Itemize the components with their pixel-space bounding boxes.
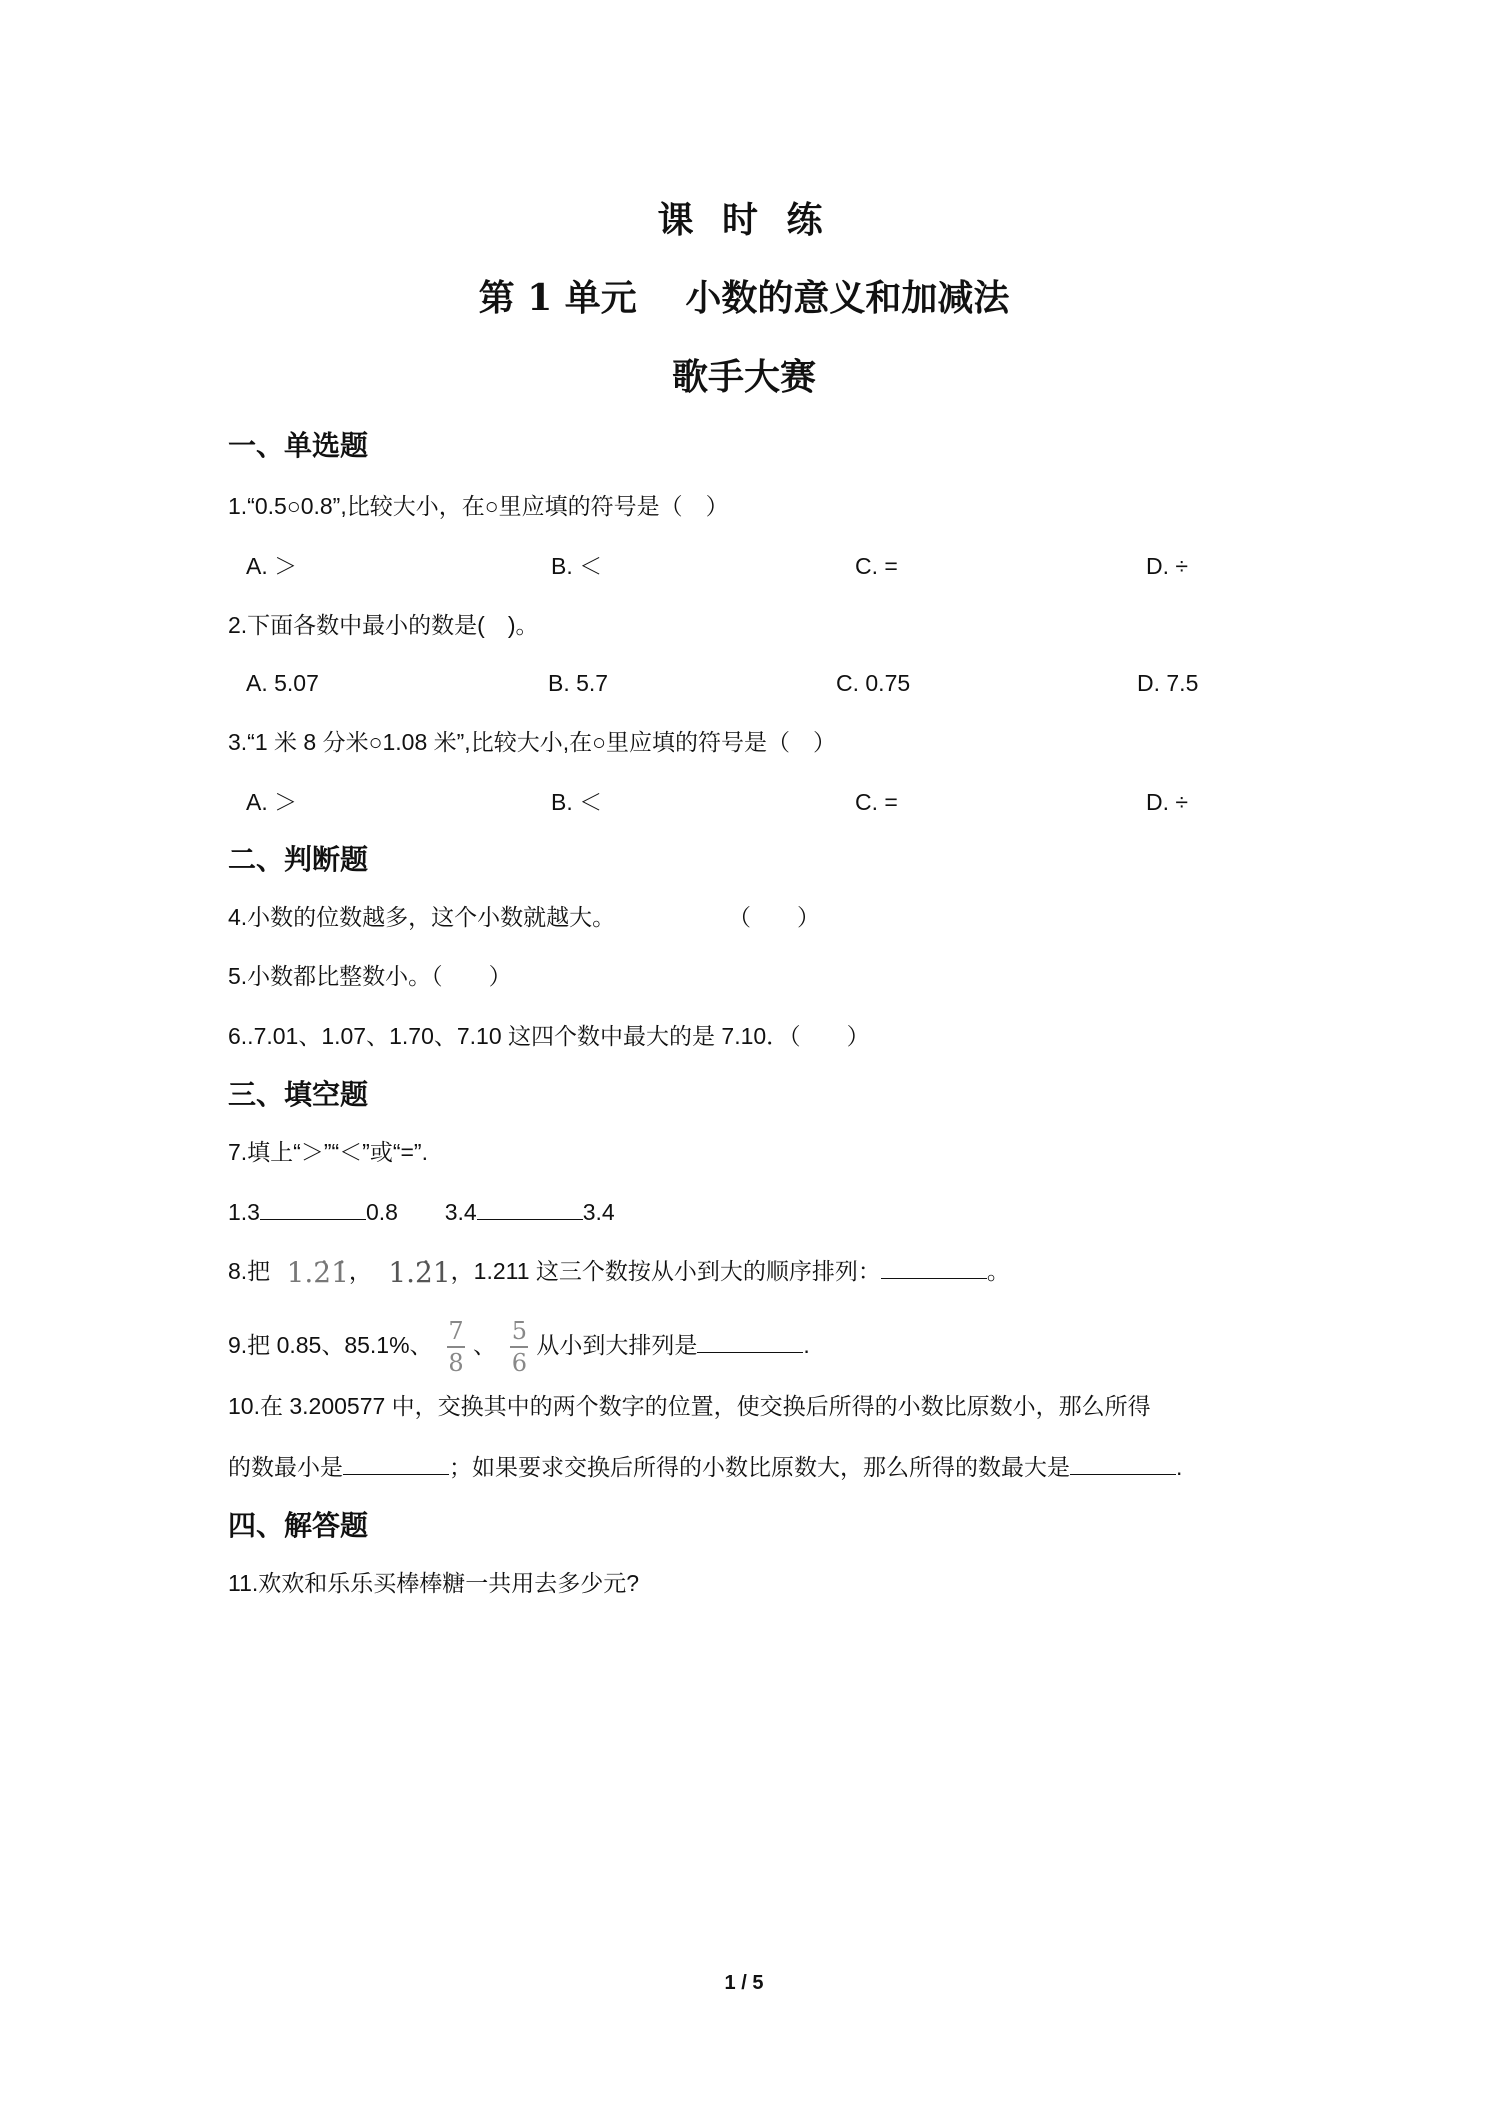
question-4-answer-paren: （ ） [728, 904, 820, 930]
question-8-end: 。 [986, 1258, 1010, 1284]
question-11-text: 11.欢欢和乐乐买棒棒糖一共用去多少元? [228, 1570, 640, 1596]
comparison-2-blank[interactable] [477, 1197, 583, 1220]
question-8-text [228, 1256, 1010, 1288]
repeating-decimal-2: 1.2̇1 [388, 1255, 451, 1289]
question-10-part-a: 的数最小是 [228, 1454, 343, 1480]
section-heading-fill-blank: 三、填空题 [228, 1078, 369, 1111]
question-9-text [228, 1312, 810, 1378]
fraction-5-6-numerator: 5 [511, 1316, 527, 1345]
question-10-line-2 [228, 1452, 1182, 1482]
question-2-text: 2.下面各数中最小的数是( )。 [228, 612, 539, 638]
question-8-separator: ， [348, 1258, 372, 1284]
comparison-1-blank[interactable] [260, 1197, 366, 1220]
question-8-prefix: 8.把 [228, 1258, 271, 1284]
question-2-option-a: A. 5.07 [246, 670, 319, 696]
section-heading-true-false: 二、判断题 [228, 843, 369, 876]
fraction-5-6-denominator: 6 [511, 1348, 527, 1377]
question-5-text: 5.小数都比整数小。（ ） [228, 963, 512, 989]
question-10-line-1: 10.在 3.200577 中，交换其中的两个数字的位置，使交换后所得的小数比原数小，那么所得 [228, 1393, 1151, 1419]
question-9-prefix: 9.把 0.85、85.1%、 [228, 1332, 433, 1358]
question-1-text: 1.“0.5○0.8”,比较大小，在○里应填的符号是（ ） [228, 493, 729, 519]
page-number: 1 / 5 [724, 1972, 764, 1994]
fraction-7-8-numerator: 7 [448, 1316, 464, 1345]
fraction-7-8 [447, 1316, 465, 1377]
question-9-separator: 、 [472, 1332, 496, 1358]
question-9-end: . [803, 1332, 810, 1358]
question-1-option-b: B. ＜ [551, 553, 603, 579]
question-3-option-a: A. ＞ [246, 789, 298, 815]
question-1-option-d: D. ÷ [1146, 553, 1189, 579]
fraction-7-8-denominator: 8 [448, 1348, 464, 1377]
comparison-2-right: 3.4 [582, 1199, 615, 1225]
lesson-title: 歌手大赛 [671, 356, 816, 398]
question-3-option-c: C. = [855, 789, 898, 815]
question-7-comparisons [228, 1197, 615, 1227]
question-3-option-d: D. ÷ [1146, 789, 1189, 815]
question-10-part-b: ；如果要求交换后所得的小数比原数大，那么所得的数最大是 [449, 1454, 1070, 1480]
question-1-option-a: A. ＞ [246, 553, 298, 579]
fraction-5-6 [510, 1316, 528, 1377]
comparison-2-left: 3.4 [444, 1199, 477, 1225]
question-2-option-c: C. 0.75 [836, 670, 911, 696]
section-heading-single-choice: 一、单选题 [228, 429, 369, 462]
question-9-answer-blank[interactable] [697, 1330, 803, 1353]
fraction-bar [447, 1346, 465, 1348]
comparison-1-left: 1.3 [228, 1199, 260, 1225]
question-8-answer-blank[interactable] [881, 1256, 987, 1279]
question-2-option-b: B. 5.7 [548, 670, 609, 696]
question-10-blank-max[interactable] [1070, 1452, 1176, 1475]
question-10-blank-min[interactable] [343, 1452, 449, 1475]
question-4-text: 4.小数的位数越多，这个小数就越大。 [228, 904, 616, 930]
section-heading-word-problems: 四、解答题 [228, 1509, 369, 1542]
question-7-text: 7.填上“＞”“＜”或“=”. [228, 1139, 428, 1165]
repeating-decimal-1: 1.2̇1̇ [286, 1255, 349, 1289]
question-3-text: 3.“1 米 8 分米○1.08 米”,比较大小,在○里应填的符号是（ ） [228, 729, 836, 755]
question-6-text: 6..7.01、1.07、1.70、7.10 这四个数中最大的是 7.10．（ ） [228, 1023, 870, 1049]
fraction-bar [510, 1346, 528, 1348]
worksheet-title: 课 时 练 [657, 199, 831, 241]
question-8-body: ，1.211 这三个数按从小到大的顺序排列： [450, 1258, 881, 1284]
question-9-body: 从小到大排列是 [536, 1332, 698, 1358]
question-2-option-d: D. 7.5 [1137, 670, 1199, 696]
unit-title: 第 1 单元 小数的意义和加减法 [478, 277, 1010, 319]
question-1-option-c: C. = [855, 553, 898, 579]
comparison-1-right: 0.8 [365, 1199, 398, 1225]
question-3-option-b: B. ＜ [551, 789, 603, 815]
question-10-end: . [1176, 1454, 1183, 1480]
